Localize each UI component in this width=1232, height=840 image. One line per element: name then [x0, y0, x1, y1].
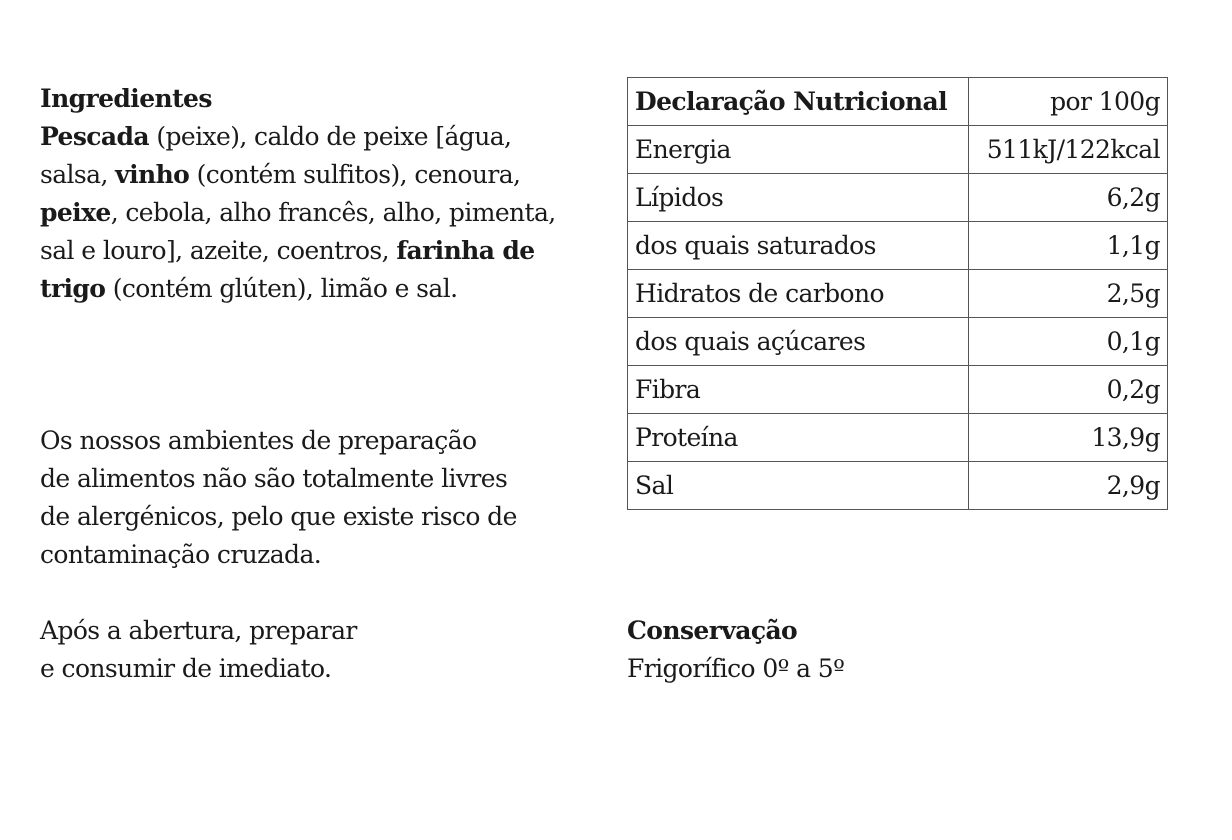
nutrition-table	[627, 77, 1168, 510]
ingredients-section	[40, 80, 600, 308]
nutrition-title: Declaração Nutricional	[628, 78, 969, 126]
nutrient-name: dos quais saturados	[628, 222, 969, 270]
nutrition-row	[628, 174, 1168, 222]
nutrient-name: Hidratos de carbono	[628, 270, 969, 318]
ingredient-text: (contém sulfitos), cenoura,	[189, 160, 521, 189]
nutrition-row	[628, 126, 1168, 174]
nutrient-value: 6,2g	[969, 174, 1168, 222]
conservation-section	[627, 612, 1187, 688]
ingredients-text	[40, 118, 600, 308]
ingredient-text: sal e louro], azeite, coentros,	[40, 236, 397, 265]
nutrient-value: 2,9g	[969, 462, 1168, 510]
nutrient-value: 2,5g	[969, 270, 1168, 318]
nutrition-row	[628, 414, 1168, 462]
nutrition-row	[628, 366, 1168, 414]
nutrition-row	[628, 318, 1168, 366]
ingredients-line	[40, 270, 600, 308]
allergen-line: de alimentos não são totalmente livres	[40, 464, 508, 493]
nutrient-name: Fibra	[628, 366, 969, 414]
allergen-notice	[40, 422, 600, 574]
ingredient-text: (peixe), caldo de peixe [água,	[149, 122, 512, 151]
ingredients-line	[40, 194, 600, 232]
allergen-ingredient: trigo	[40, 274, 106, 303]
ingredient-text: , cebola, alho francês, alho, pimenta,	[110, 198, 556, 227]
ingredients-line	[40, 118, 600, 156]
opening-line: Após a abertura, preparar	[40, 616, 357, 645]
nutrient-value: 0,2g	[969, 366, 1168, 414]
allergen-ingredient: vinho	[115, 160, 190, 189]
allergen-line: contaminação cruzada.	[40, 540, 322, 569]
nutrient-name: Sal	[628, 462, 969, 510]
nutrition-table-header	[628, 78, 1168, 126]
opening-line: e consumir de imediato.	[40, 654, 332, 683]
nutrient-value: 511kJ/122kcal	[969, 126, 1168, 174]
allergen-ingredient: Pescada	[40, 122, 150, 151]
ingredients-line	[40, 232, 600, 270]
ingredients-line	[40, 156, 600, 194]
allergen-ingredient: farinha de	[396, 236, 535, 265]
ingredient-text: salsa,	[40, 160, 116, 189]
nutrient-name: Proteína	[628, 414, 969, 462]
nutrition-row	[628, 222, 1168, 270]
nutrient-name: Lípidos	[628, 174, 969, 222]
ingredient-text: (contém glúten), limão e sal.	[105, 274, 458, 303]
nutrient-value: 13,9g	[969, 414, 1168, 462]
nutrient-name: dos quais açúcares	[628, 318, 969, 366]
nutrition-table-body	[628, 78, 1168, 510]
allergen-line: de alergénicos, pelo que existe risco de	[40, 502, 517, 531]
nutrition-row	[628, 462, 1168, 510]
nutrition-per-unit: por 100g	[969, 78, 1168, 126]
nutrient-value: 0,1g	[969, 318, 1168, 366]
nutrition-row	[628, 270, 1168, 318]
allergen-ingredient: peixe	[40, 198, 111, 227]
allergen-line: Os nossos ambientes de preparação	[40, 426, 477, 455]
conservation-heading: Conservação	[627, 616, 798, 645]
opening-notice	[40, 612, 600, 688]
conservation-text: Frigorífico 0º a 5º	[627, 654, 845, 683]
nutrient-value: 1,1g	[969, 222, 1168, 270]
ingredients-heading: Ingredientes	[40, 84, 212, 113]
nutrient-name: Energia	[628, 126, 969, 174]
